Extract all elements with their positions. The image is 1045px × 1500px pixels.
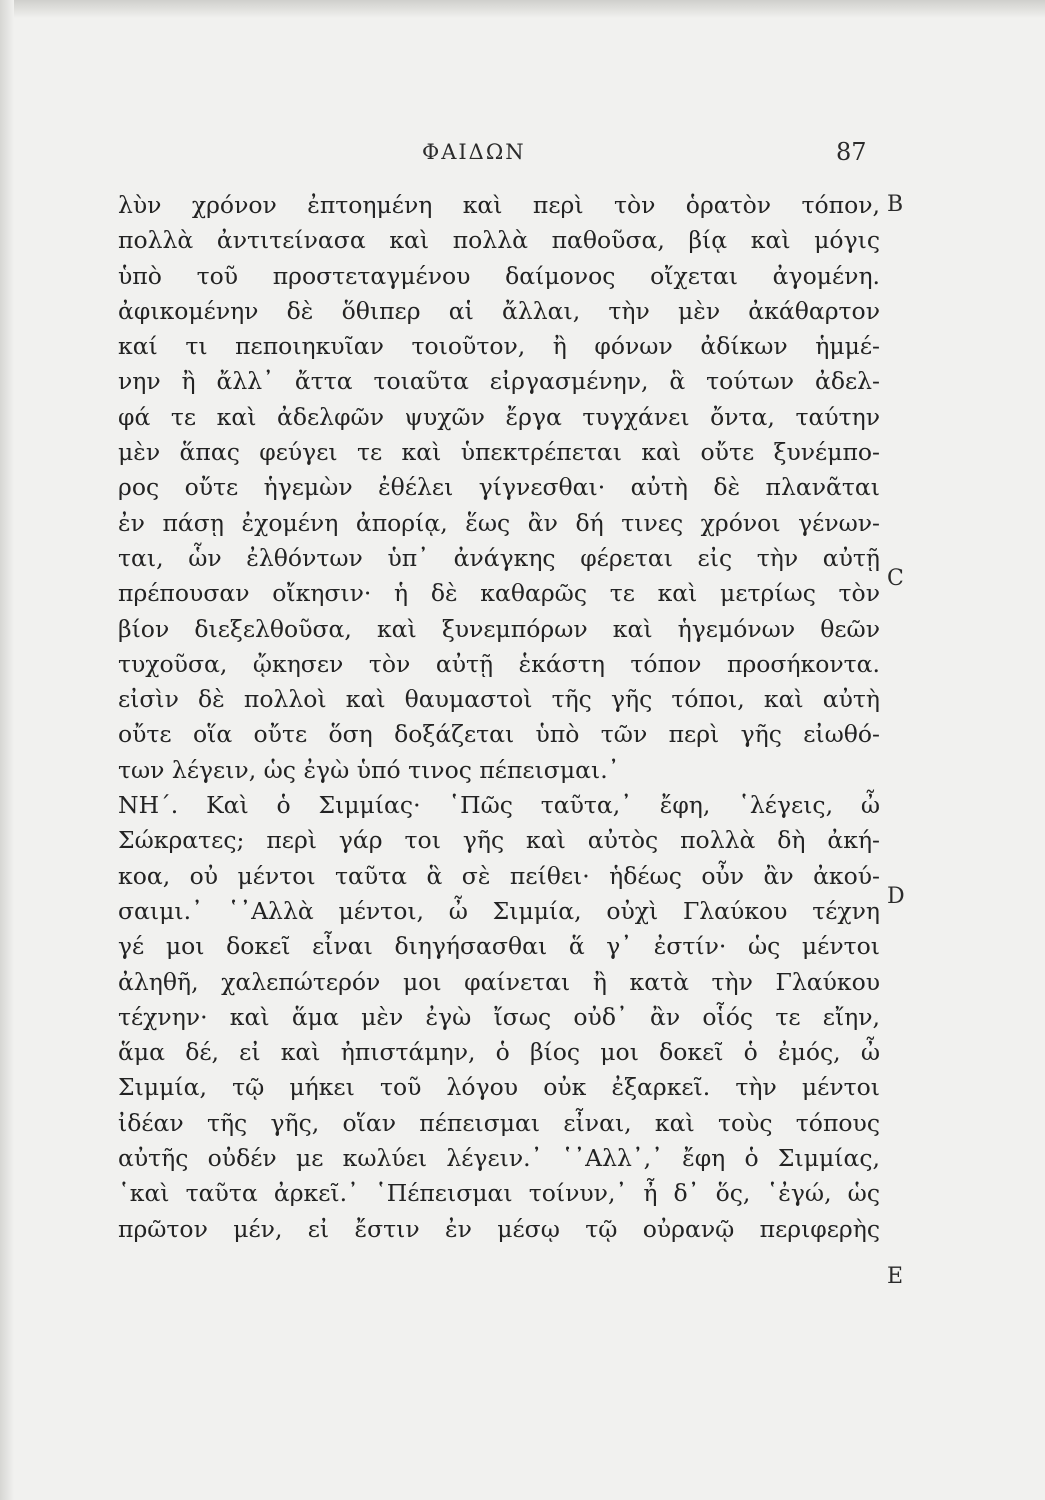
text-line: ἀληθῆ, χαλεπώτερόν μοι φαίνεται ἢ κατὰ τὴν Γλαύκου: [118, 967, 880, 996]
text-line: αὐτῆς οὐδέν με κωλύει λέγειν.᾽ ῾᾽Αλλ᾽,᾽ ἔφη ὁ Σιμμίας,: [118, 1144, 880, 1173]
text-line: ρος οὔτε ἡγεμὼν ἐθέλει γίγνεσθαι· αὐτὴ δὲ πλανᾶται: [118, 473, 880, 502]
margin-letter-b: B: [887, 192, 904, 217]
text-line: Σιμμία, τῷ μήκει τοῦ λόγου οὐκ ἐξαρκεῖ. τὴν μέντοι: [118, 1073, 880, 1102]
page-header: [0, 132, 1045, 172]
margin-letter-e: E: [887, 1264, 904, 1289]
text-line: τυχοῦσα, ᾤκησεν τὸν αὐτῇ ἑκάστη τόπον προσήκοντα.: [118, 649, 880, 678]
text-line: ἰδέαν τῆς γῆς, οἵαν πέπεισμαι εἶναι, καὶ τοὺς τόπους: [118, 1108, 880, 1137]
page-left-edge-shadow: [0, 0, 14, 1500]
text-line: φά τε καὶ ἀδελφῶν ψυχῶν ἔργα τυγχάνει ὄντα, ταύτην: [118, 402, 880, 431]
margin-letter-d: D: [887, 884, 905, 909]
text-line: τέχνην· καὶ ἅμα μὲν ἐγὼ ἴσως οὐδ᾽ ἂν οἷός τε εἴην,: [118, 1002, 880, 1031]
text-line: μὲν ἅπας φεύγει τε καὶ ὑπεκτρέπεται καὶ οὔτε ξυνέμπο-: [118, 438, 880, 467]
text-line: κοα, οὐ μέντοι ταῦτα ἃ σὲ πείθει· ἡδέως οὖν ἂν ἀκού-: [118, 861, 880, 890]
text-line: πρέπουσαν οἴκησιν· ἡ δὲ καθαρῶς τε καὶ μετρίως τὸν: [118, 579, 880, 608]
text-line: πολλὰ ἀντιτείνασα καὶ πολλὰ παθοῦσα, βίᾳ καὶ μόγις: [118, 226, 880, 255]
running-title: ΦΑΙΔΩΝ: [422, 140, 526, 164]
text-line: ται, ὧν ἐλθόντων ὑπ᾽ ἀνάγκης φέρεται εἰς τὴν αὐτῇ: [118, 543, 880, 572]
text-line: ἐν πάσῃ ἐχομένη ἀπορίᾳ, ἕως ἂν δή τινες χρόνοι γένων-: [118, 508, 880, 537]
text-line: οὔτε οἵα οὔτε ὅση δοξάζεται ὑπὸ τῶν περὶ γῆς εἰωθό-: [118, 720, 880, 749]
text-line: των λέγειν, ὡς ἐγὼ ὑπό τινος πέπεισμαι.᾽: [118, 755, 620, 784]
text-line: καί τι πεποιηκυῖαν τοιοῦτον, ἢ φόνων ἀδίκων ἡμμέ-: [118, 332, 880, 361]
text-line: ἅμα δέ, εἰ καὶ ἠπιστάμην, ὁ βίος μοι δοκεῖ ὁ ἐμός, ὦ: [118, 1038, 880, 1067]
text-line: πρῶτον μέν, εἰ ἔστιν ἐν μέσῳ τῷ οὐρανῷ περιφερὴς: [118, 1214, 880, 1243]
text-line: ἀφικομένην δὲ ὅθιπερ αἱ ἄλλαι, τὴν μὲν ἀκάθαρτον: [118, 296, 880, 325]
margin-letter-c: C: [887, 566, 904, 591]
body-text: [118, 188, 880, 1247]
text-line: ῾καὶ ταῦτα ἀρκεῖ.᾽ ῾Πέπεισμαι τοίνυν,᾽ ἦ δ᾽ ὅς, ῾ἐγώ, ὡς: [118, 1179, 880, 1208]
text-line: βίον διεξελθοῦσα, καὶ ξυνεμπόρων καὶ ἡγεμόνων θεῶν: [118, 614, 880, 643]
text-line: νην ἢ ἄλλ᾽ ἄττα τοιαῦτα εἰργασμένην, ἃ τούτων ἀδελ-: [118, 367, 880, 396]
page-number: 87: [836, 138, 867, 166]
text-line: σαιμι.᾽ ῾᾽Αλλὰ μέντοι, ὦ Σιμμία, οὐχὶ Γλαύκου τέχνη: [118, 896, 880, 925]
text-line: εἰσὶν δὲ πολλοὶ καὶ θαυμαστοὶ τῆς γῆς τόποι, καὶ αὐτὴ: [118, 685, 880, 714]
text-line: λὺν χρόνον ἐπτοημένη καὶ περὶ τὸν ὁρατὸν τόπον,: [118, 191, 880, 219]
text-line: Σώκρατες; περὶ γάρ τοι γῆς καὶ αὐτὸς πολλὰ δὴ ἀκή-: [118, 826, 880, 855]
page-top-edge-shadow: [0, 0, 1045, 18]
text-line: ΝΗ΄. Καὶ ὁ Σιμμίας· ῾Πῶς ταῦτα,᾽ ἔφη, ῾λέγεις, ὦ: [118, 791, 880, 820]
text-line: ὑπὸ τοῦ προστεταγμένου δαίμονος οἴχεται ἀγομένη.: [118, 261, 880, 290]
text-line: γέ μοι δοκεῖ εἶναι διηγήσασθαι ἅ γ᾽ ἐστίν· ὡς μέντοι: [118, 932, 880, 961]
